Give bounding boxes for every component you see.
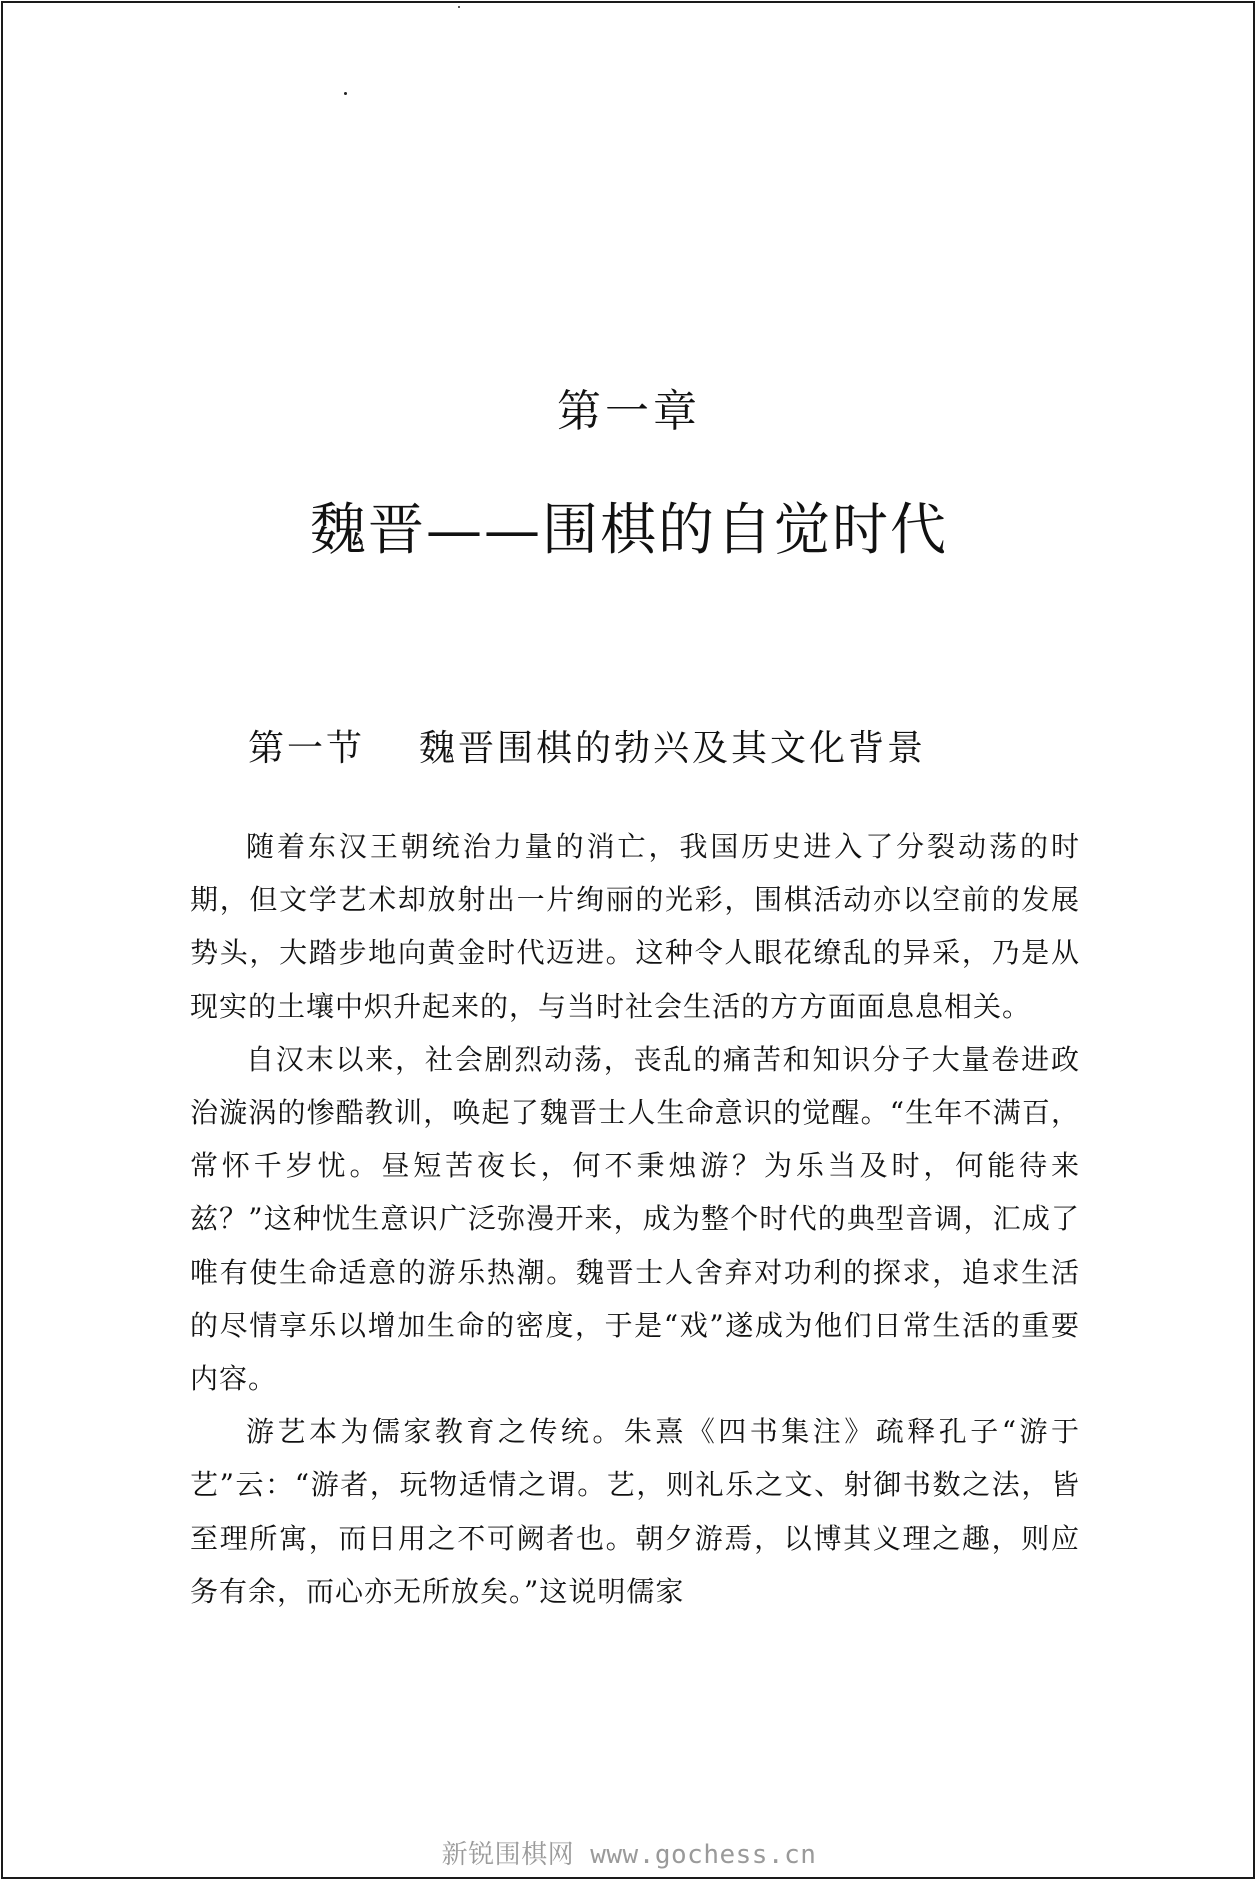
chapter-label: 第一章 (557, 386, 701, 437)
paragraph: 随着东汉王朝统治力量的消亡，我国历史进入了分裂动荡的时期，但文学艺术却放射出一片绚丽的光彩，围棋活动亦以空前的发展势头，大踏步地向黄金时代迈进。这种令人眼花缭乱的异采，乃是从现实的土壤中炽升起来的，与当时社会生活的方方面面息息相关。 (190, 830, 1080, 1023)
chapter-title: 魏晋——围棋的自觉时代 (310, 498, 948, 563)
watermark: 新锐围棋网 www.gochess.cn (441, 1840, 817, 1870)
section-title: 魏晋围棋的勃兴及其文化背景 (419, 728, 927, 769)
scan-speck (344, 92, 347, 95)
section-number: 第一节 (248, 728, 366, 769)
paragraph: 游艺本为儒家教育之传统。朱熹《四书集注》疏释孔子“游于艺”云：“游者，玩物适情之谓。艺，则礼乐之文、射御书数之法，皆至理所寓，而日用之不可阙者也。朝夕游焉，以博其义理之趣，则应务有余，而心亦无所放矣。”这说明儒家 (190, 1415, 1080, 1608)
section-heading (248, 720, 1048, 771)
paragraph: 自汉末以来，社会剧烈动荡，丧乱的痛苦和知识分子大量卷进政治漩涡的惨酷教训，唤起了魏晋士人生命意识的觉醒。“生年不满百，常怀千岁忧。昼短苦夜长，何不秉烛游？为乐当及时，何能待来兹？”这种忧生意识广泛弥漫开来，成为整个时代的典型音调，汇成了唯有使生命适意的游乐热潮。魏晋士人舍弃对功利的探求，追求生活的尽情享乐以增加生命的密度，于是“戏”遂成为他们日常生活的重要内容。 (190, 1042, 1080, 1396)
scan-speck (458, 6, 460, 8)
body-text (190, 820, 1080, 1618)
